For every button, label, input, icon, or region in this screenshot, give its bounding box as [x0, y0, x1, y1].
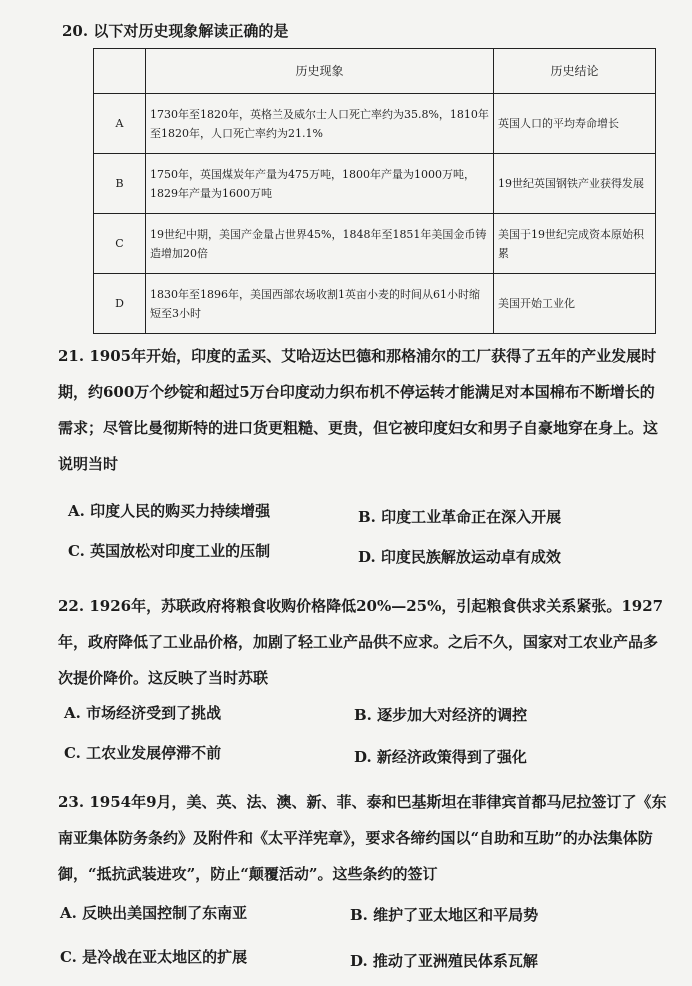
q23-option-d[interactable]: D. 推动了亚洲殖民体系瓦解	[350, 952, 538, 970]
q23-option-a[interactable]: A. 反映出美国控制了东南亚	[60, 904, 248, 922]
q23-option-b[interactable]: B. 维护了亚太地区和平局势	[350, 906, 539, 924]
q21-option-c[interactable]: C. 英国放松对印度工业的压制	[68, 542, 271, 560]
q22-option-c[interactable]: C. 工农业发展停滞不前	[64, 744, 222, 762]
table-row	[94, 94, 656, 154]
q22-option-d[interactable]: D. 新经济政策得到了强化	[354, 748, 527, 766]
row-phenomenon: 1730年至1820年，英格兰及威尔士人口死亡率约为35.8%，1810年至1820年，人口死亡率约为21.1%	[146, 94, 494, 154]
table-row	[94, 274, 656, 334]
row-label: B	[94, 154, 146, 214]
question-20-title: 20. 以下对历史现象解读正确的是	[62, 22, 289, 40]
row-phenomenon: 1830年至1896年，美国西部农场收割1英亩小麦的时间从61小时缩短至3小时	[146, 274, 494, 334]
q23-option-c[interactable]: C. 是冷战在亚太地区的扩展	[60, 948, 248, 966]
row-label: A	[94, 94, 146, 154]
row-label: D	[94, 274, 146, 334]
table-header-phenomenon: 历史现象	[146, 49, 494, 94]
row-conclusion: 英国人口的平均寿命增长	[494, 94, 656, 154]
row-phenomenon: 19世纪中期，美国产金量占世界45%，1848年至1851年美国金币铸造增加20倍	[146, 214, 494, 274]
table-row	[94, 214, 656, 274]
table-header-label	[94, 49, 146, 94]
row-conclusion: 美国开始工业化	[494, 274, 656, 334]
q21-option-d[interactable]: D. 印度民族解放运动卓有成效	[358, 548, 561, 566]
q21-option-b[interactable]: B. 印度工业革命正在深入开展	[358, 508, 562, 526]
question-22-stem: 22. 1926年，苏联政府将粮食收购价格降低20%—25%，引起粮食供求关系紧张。1927年，政府降低了工业品价格，加剧了轻工业产品供不应求。之后不久，国家对工农业产品多次提价降价。这反映了当时苏联	[58, 597, 664, 687]
question-21-stem: 21. 1905年开始，印度的孟买、艾哈迈达巴德和那格浦尔的工厂获得了五年的产业发展时期，约600万个纱锭和超过5万台印度动力织布机不停运转才能满足对本国棉布不断增长的需求；尽管比曼彻斯特的进口货更粗糙、更贵，但它被印度妇女和男子自豪地穿在身上。这说明当时	[58, 347, 659, 473]
table-header-conclusion: 历史结论	[494, 49, 656, 94]
row-label: C	[94, 214, 146, 274]
q22-option-b[interactable]: B. 逐步加大对经济的调控	[354, 706, 528, 724]
history-table	[93, 48, 656, 334]
question-23-stem: 23. 1954年9月，美、英、法、澳、新、菲、泰和巴基斯坦在菲律宾首都马尼拉签订了《东南亚集体防务条约》及附件和《太平洋宪章》，要求各缔约国以“自助和互助”的办法集体防御，“抵抗武装进攻”，防止“颠覆活动”。这些条约的签订	[58, 793, 667, 883]
row-conclusion: 19世纪英国钢铁产业获得发展	[494, 154, 656, 214]
q21-option-a[interactable]: A. 印度人民的购买力持续增强	[68, 502, 271, 520]
row-phenomenon: 1750年，英国煤炭年产量为475万吨，1800年产量为1000万吨，1829年产量为1600万吨	[146, 154, 494, 214]
row-conclusion: 美国于19世纪完成资本原始积累	[494, 214, 656, 274]
q22-option-a[interactable]: A. 市场经济受到了挑战	[64, 704, 222, 722]
table-row	[94, 154, 656, 214]
table-header-row	[94, 49, 656, 94]
